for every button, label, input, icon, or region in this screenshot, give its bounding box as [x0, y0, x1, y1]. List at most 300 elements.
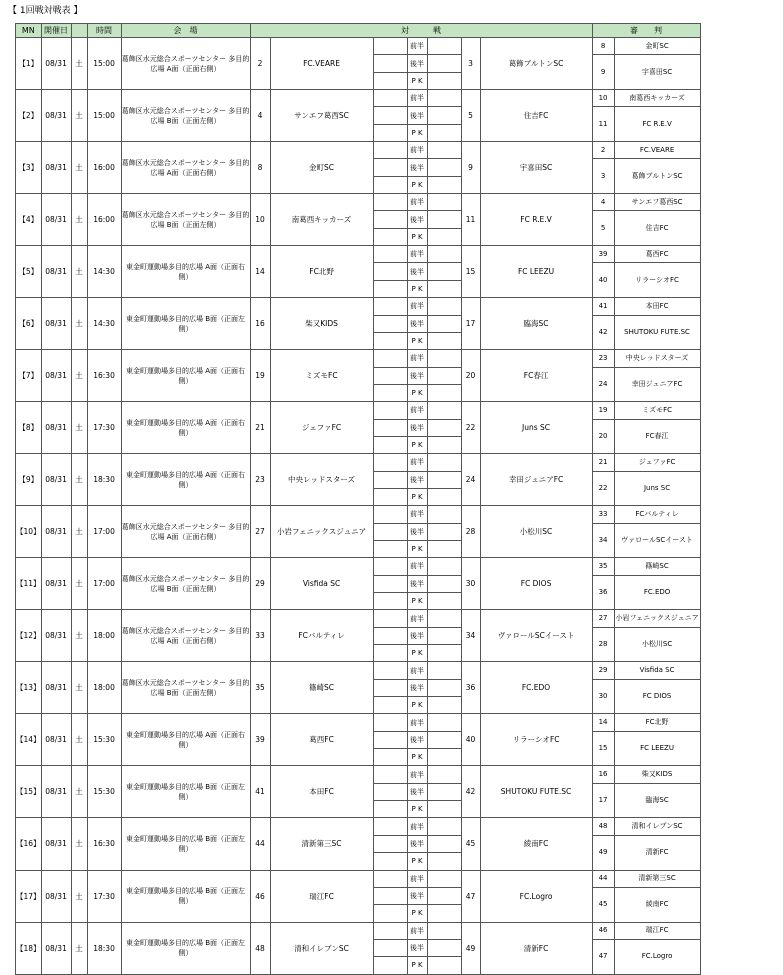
second-half-label: 後半 [407, 367, 427, 384]
home-score-cell [373, 90, 407, 107]
away-score-cell [427, 610, 461, 627]
away-team-name: FC LEEZU [480, 246, 592, 298]
away-pk-cell [427, 124, 461, 141]
away-team-number: 9 [461, 142, 480, 194]
home-pk-cell [373, 124, 407, 141]
match-number: 【7】 [16, 350, 42, 402]
referee-2-team: FC.EDO [614, 575, 700, 610]
match-date: 08/31 [41, 38, 71, 90]
home-pk-cell [373, 540, 407, 557]
away-pk-cell [427, 801, 461, 818]
away-team-number: 3 [461, 38, 480, 90]
home-team-name: サンエフ葛西SC [270, 90, 373, 142]
second-half-label: 後半 [407, 211, 427, 228]
away-score-cell [427, 454, 461, 471]
home-score-cell [373, 454, 407, 471]
match-number: 【18】 [16, 922, 42, 974]
away-pk-cell [427, 957, 461, 974]
match-date: 08/31 [41, 246, 71, 298]
home-score-cell [373, 835, 407, 852]
home-team-number: 23 [250, 454, 270, 506]
referee-2-number: 42 [592, 315, 614, 350]
match-day: 土 [71, 350, 87, 402]
home-team-name: 柴又KIDS [270, 298, 373, 350]
home-team-name: FC.VEARE [270, 38, 373, 90]
home-score-cell [373, 887, 407, 904]
away-pk-cell [427, 749, 461, 766]
referee-2-team: 幸田ジュニアFC [614, 367, 700, 402]
away-score-cell [427, 575, 461, 592]
match-time: 14:30 [87, 298, 121, 350]
match-number: 【9】 [16, 454, 42, 506]
referee-2-number: 20 [592, 419, 614, 454]
match-number: 【3】 [16, 142, 42, 194]
match-row [16, 922, 701, 939]
header-time: 時間 [87, 24, 121, 38]
first-half-label: 前半 [407, 194, 427, 211]
match-row [16, 766, 701, 783]
away-team-number: 49 [461, 922, 480, 974]
home-team-name: 小岩フェニックスジュニア [270, 506, 373, 558]
home-team-number: 29 [250, 558, 270, 610]
match-venue: 葛飾区水元総合スポーツセンター 多目的広場 A面（正面右側） [121, 38, 250, 90]
away-score-cell [427, 367, 461, 384]
home-team-number: 27 [250, 506, 270, 558]
home-score-cell [373, 679, 407, 696]
pk-label: P K [407, 436, 427, 453]
second-half-label: 後半 [407, 679, 427, 696]
away-pk-cell [427, 332, 461, 349]
match-schedule-table [15, 23, 701, 975]
match-time: 17:00 [87, 558, 121, 610]
match-number: 【2】 [16, 90, 42, 142]
first-half-label: 前半 [407, 298, 427, 315]
away-team-name: 宇喜田SC [480, 142, 592, 194]
match-time: 16:00 [87, 142, 121, 194]
home-score-cell [373, 506, 407, 523]
match-day: 土 [71, 714, 87, 766]
header-match: 対 戦 [250, 24, 592, 38]
away-score-cell [427, 246, 461, 263]
match-venue: 東金町運動場多目的広場 B面（正面左側） [121, 818, 250, 870]
referee-2-number: 30 [592, 679, 614, 714]
match-date: 08/31 [41, 766, 71, 818]
away-score-cell [427, 662, 461, 679]
away-score-cell [427, 523, 461, 540]
second-half-label: 後半 [407, 627, 427, 644]
match-number: 【11】 [16, 558, 42, 610]
first-half-label: 前半 [407, 714, 427, 731]
referee-2-number: 45 [592, 887, 614, 922]
home-team-name: FCバルティレ [270, 610, 373, 662]
referee-2-team: FC LEEZU [614, 731, 700, 766]
home-score-cell [373, 194, 407, 211]
pk-label: P K [407, 488, 427, 505]
home-team-number: 19 [250, 350, 270, 402]
match-venue: 東金町運動場多目的広場 A面（正面右側） [121, 350, 250, 402]
match-row [16, 662, 701, 679]
match-time: 14:30 [87, 246, 121, 298]
home-team-number: 39 [250, 714, 270, 766]
referee-2-team: 宇喜田SC [614, 55, 700, 90]
match-row [16, 142, 701, 159]
home-pk-cell [373, 332, 407, 349]
match-row [16, 870, 701, 887]
home-pk-cell [373, 697, 407, 714]
match-number: 【6】 [16, 298, 42, 350]
away-team-number: 30 [461, 558, 480, 610]
home-team-number: 21 [250, 402, 270, 454]
match-time: 16:30 [87, 350, 121, 402]
match-number: 【4】 [16, 194, 42, 246]
match-venue: 東金町運動場多目的広場 B面（正面左側） [121, 870, 250, 922]
away-pk-cell [427, 436, 461, 453]
match-venue: 東金町運動場多目的広場 B面（正面左側） [121, 922, 250, 974]
referee-1-number: 48 [592, 818, 614, 835]
second-half-label: 後半 [407, 575, 427, 592]
away-pk-cell [427, 853, 461, 870]
match-row [16, 194, 701, 211]
home-pk-cell [373, 488, 407, 505]
away-team-number: 5 [461, 90, 480, 142]
match-date: 08/31 [41, 350, 71, 402]
referee-2-number: 11 [592, 107, 614, 142]
home-score-cell [373, 939, 407, 956]
referee-1-team: 篠崎SC [614, 558, 700, 575]
referee-1-team: 柴又KIDS [614, 766, 700, 783]
referee-2-team: Juns SC [614, 471, 700, 506]
away-score-cell [427, 298, 461, 315]
match-row [16, 818, 701, 835]
referee-2-team: 小松川SC [614, 627, 700, 662]
match-day: 土 [71, 870, 87, 922]
away-team-name: FC R.E.V [480, 194, 592, 246]
home-pk-cell [373, 436, 407, 453]
referee-1-team: 本田FC [614, 298, 700, 315]
match-row [16, 610, 701, 627]
second-half-label: 後半 [407, 107, 427, 124]
home-pk-cell [373, 957, 407, 974]
header-day [71, 24, 87, 38]
away-score-cell [427, 419, 461, 436]
match-time: 15:00 [87, 38, 121, 90]
match-time: 15:30 [87, 714, 121, 766]
pk-label: P K [407, 801, 427, 818]
pk-label: P K [407, 228, 427, 245]
pk-label: P K [407, 853, 427, 870]
away-score-cell [427, 783, 461, 800]
match-day: 土 [71, 90, 87, 142]
referee-1-team: FC北野 [614, 714, 700, 731]
second-half-label: 後半 [407, 55, 427, 72]
referee-2-team: 住吉FC [614, 211, 700, 246]
home-score-cell [373, 419, 407, 436]
away-team-name: FC.Logro [480, 870, 592, 922]
away-team-name: FC春江 [480, 350, 592, 402]
referee-2-number: 24 [592, 367, 614, 402]
referee-2-team: FC.Logro [614, 939, 700, 974]
match-row [16, 38, 701, 55]
away-score-cell [427, 350, 461, 367]
away-score-cell [427, 939, 461, 956]
referee-1-team: 南葛西キッカーズ [614, 90, 700, 107]
home-score-cell [373, 870, 407, 887]
away-score-cell [427, 679, 461, 696]
home-team-name: 篠崎SC [270, 662, 373, 714]
match-time: 18:30 [87, 922, 121, 974]
match-time: 17:30 [87, 870, 121, 922]
away-team-name: 綾南FC [480, 818, 592, 870]
header-row [16, 24, 701, 38]
referee-2-number: 5 [592, 211, 614, 246]
referee-2-team: FC春江 [614, 419, 700, 454]
home-score-cell [373, 350, 407, 367]
home-team-number: 41 [250, 766, 270, 818]
match-time: 16:30 [87, 818, 121, 870]
referee-1-team: FC.VEARE [614, 142, 700, 159]
referee-1-number: 19 [592, 402, 614, 419]
first-half-label: 前半 [407, 662, 427, 679]
match-row [16, 506, 701, 523]
home-score-cell [373, 714, 407, 731]
home-score-cell [373, 367, 407, 384]
home-pk-cell [373, 280, 407, 297]
match-time: 15:30 [87, 766, 121, 818]
referee-1-team: 清新第三SC [614, 870, 700, 887]
away-score-cell [427, 194, 461, 211]
home-score-cell [373, 263, 407, 280]
away-team-name: SHUTOKU FUTE.SC [480, 766, 592, 818]
referee-1-number: 41 [592, 298, 614, 315]
away-score-cell [427, 627, 461, 644]
home-score-cell [373, 55, 407, 72]
header-referee: 審 判 [592, 24, 700, 38]
second-half-label: 後半 [407, 939, 427, 956]
match-day: 土 [71, 558, 87, 610]
home-pk-cell [373, 645, 407, 662]
away-score-cell [427, 55, 461, 72]
away-score-cell [427, 107, 461, 124]
match-venue: 葛飾区水元総合スポーツセンター 多目的広場 B面（正面左側） [121, 662, 250, 714]
schedule-body [16, 38, 701, 975]
referee-2-team: リラーシオFC [614, 263, 700, 298]
referee-1-number: 35 [592, 558, 614, 575]
match-venue: 葛飾区水元総合スポーツセンター 多目的広場 A面（正面右側） [121, 506, 250, 558]
home-score-cell [373, 315, 407, 332]
match-time: 18:30 [87, 454, 121, 506]
away-score-cell [427, 714, 461, 731]
home-score-cell [373, 818, 407, 835]
away-score-cell [427, 558, 461, 575]
referee-1-number: 14 [592, 714, 614, 731]
referee-2-number: 17 [592, 783, 614, 818]
match-time: 17:30 [87, 402, 121, 454]
referee-1-team: FCバルティレ [614, 506, 700, 523]
home-team-name: ミズモFC [270, 350, 373, 402]
home-score-cell [373, 610, 407, 627]
second-half-label: 後半 [407, 731, 427, 748]
away-team-number: 22 [461, 402, 480, 454]
match-row [16, 402, 701, 419]
away-score-cell [427, 506, 461, 523]
pk-label: P K [407, 905, 427, 922]
page-title: 【 1回戦対戦表 】 [8, 6, 83, 16]
home-team-number: 33 [250, 610, 270, 662]
away-team-name: FC DIOS [480, 558, 592, 610]
first-half-label: 前半 [407, 818, 427, 835]
referee-1-number: 2 [592, 142, 614, 159]
referee-1-team: 小岩フェニックスジュニア [614, 610, 700, 627]
match-date: 08/31 [41, 90, 71, 142]
referee-1-team: Visfida SC [614, 662, 700, 679]
match-row [16, 246, 701, 263]
home-score-cell [373, 38, 407, 55]
away-score-cell [427, 887, 461, 904]
match-number: 【8】 [16, 402, 42, 454]
away-team-number: 28 [461, 506, 480, 558]
referee-1-number: 44 [592, 870, 614, 887]
home-score-cell [373, 731, 407, 748]
referee-2-team: ヴァロールSCイースト [614, 523, 700, 558]
home-pk-cell [373, 228, 407, 245]
referee-1-team: 清和イレブンSC [614, 818, 700, 835]
match-day: 土 [71, 402, 87, 454]
referee-1-number: 21 [592, 454, 614, 471]
home-pk-cell [373, 905, 407, 922]
first-half-label: 前半 [407, 454, 427, 471]
second-half-label: 後半 [407, 835, 427, 852]
match-day: 土 [71, 610, 87, 662]
match-row [16, 558, 701, 575]
match-number: 【5】 [16, 246, 42, 298]
home-pk-cell [373, 749, 407, 766]
pk-label: P K [407, 176, 427, 193]
second-half-label: 後半 [407, 315, 427, 332]
match-number: 【16】 [16, 818, 42, 870]
home-team-number: 35 [250, 662, 270, 714]
header-mn: MN [16, 24, 42, 38]
referee-2-number: 36 [592, 575, 614, 610]
away-team-number: 20 [461, 350, 480, 402]
home-team-name: 清新第三SC [270, 818, 373, 870]
pk-label: P K [407, 749, 427, 766]
referee-1-number: 29 [592, 662, 614, 679]
match-day: 土 [71, 38, 87, 90]
away-pk-cell [427, 280, 461, 297]
match-date: 08/31 [41, 818, 71, 870]
away-score-cell [427, 922, 461, 939]
first-half-label: 前半 [407, 766, 427, 783]
first-half-label: 前半 [407, 610, 427, 627]
referee-1-number: 27 [592, 610, 614, 627]
away-team-name: リラーシオFC [480, 714, 592, 766]
referee-2-number: 15 [592, 731, 614, 766]
away-team-name: 小松川SC [480, 506, 592, 558]
home-score-cell [373, 211, 407, 228]
home-score-cell [373, 558, 407, 575]
home-team-name: 金町SC [270, 142, 373, 194]
match-venue: 葛飾区水元総合スポーツセンター 多目的広場 B面（正面左側） [121, 194, 250, 246]
home-score-cell [373, 471, 407, 488]
referee-2-number: 22 [592, 471, 614, 506]
match-day: 土 [71, 662, 87, 714]
match-date: 08/31 [41, 402, 71, 454]
home-score-cell [373, 922, 407, 939]
match-venue: 東金町運動場多目的広場 A面（正面右側） [121, 246, 250, 298]
home-team-name: 中央レッドスターズ [270, 454, 373, 506]
match-number: 【15】 [16, 766, 42, 818]
first-half-label: 前半 [407, 38, 427, 55]
match-date: 08/31 [41, 922, 71, 974]
second-half-label: 後半 [407, 887, 427, 904]
home-score-cell [373, 107, 407, 124]
referee-1-number: 33 [592, 506, 614, 523]
match-number: 【10】 [16, 506, 42, 558]
match-date: 08/31 [41, 714, 71, 766]
referee-1-team: ミズモFC [614, 402, 700, 419]
referee-2-team: 清新FC [614, 835, 700, 870]
match-time: 17:00 [87, 506, 121, 558]
second-half-label: 後半 [407, 419, 427, 436]
match-day: 土 [71, 766, 87, 818]
pk-label: P K [407, 72, 427, 89]
home-team-name: ジェファFC [270, 402, 373, 454]
second-half-label: 後半 [407, 783, 427, 800]
second-half-label: 後半 [407, 159, 427, 176]
referee-2-team: FC R.E.V [614, 107, 700, 142]
pk-label: P K [407, 332, 427, 349]
away-team-name: 清新FC [480, 922, 592, 974]
away-team-number: 11 [461, 194, 480, 246]
away-pk-cell [427, 593, 461, 610]
home-team-number: 14 [250, 246, 270, 298]
match-time: 15:00 [87, 90, 121, 142]
referee-1-team: 金町SC [614, 38, 700, 55]
away-team-name: 住吉FC [480, 90, 592, 142]
referee-2-team: FC DIOS [614, 679, 700, 714]
away-score-cell [427, 870, 461, 887]
match-time: 18:00 [87, 610, 121, 662]
home-team-number: 46 [250, 870, 270, 922]
first-half-label: 前半 [407, 402, 427, 419]
match-date: 08/31 [41, 454, 71, 506]
away-score-cell [427, 142, 461, 159]
match-venue: 葛飾区水元総合スポーツセンター 多目的広場 A面（正面右側） [121, 610, 250, 662]
referee-2-number: 49 [592, 835, 614, 870]
match-row [16, 454, 701, 471]
home-team-number: 44 [250, 818, 270, 870]
match-venue: 葛飾区水元総合スポーツセンター 多目的広場 B面（正面左側） [121, 558, 250, 610]
home-pk-cell [373, 384, 407, 401]
match-day: 土 [71, 922, 87, 974]
pk-label: P K [407, 384, 427, 401]
away-team-number: 17 [461, 298, 480, 350]
home-score-cell [373, 627, 407, 644]
away-score-cell [427, 211, 461, 228]
away-score-cell [427, 159, 461, 176]
match-day: 土 [71, 818, 87, 870]
away-team-name: FC.EDO [480, 662, 592, 714]
away-pk-cell [427, 905, 461, 922]
away-pk-cell [427, 228, 461, 245]
away-team-name: Juns SC [480, 402, 592, 454]
match-venue: 葛飾区水元総合スポーツセンター 多目的広場 B面（正面左側） [121, 90, 250, 142]
away-score-cell [427, 835, 461, 852]
match-day: 土 [71, 246, 87, 298]
match-time: 18:00 [87, 662, 121, 714]
home-team-name: 本田FC [270, 766, 373, 818]
first-half-label: 前半 [407, 506, 427, 523]
